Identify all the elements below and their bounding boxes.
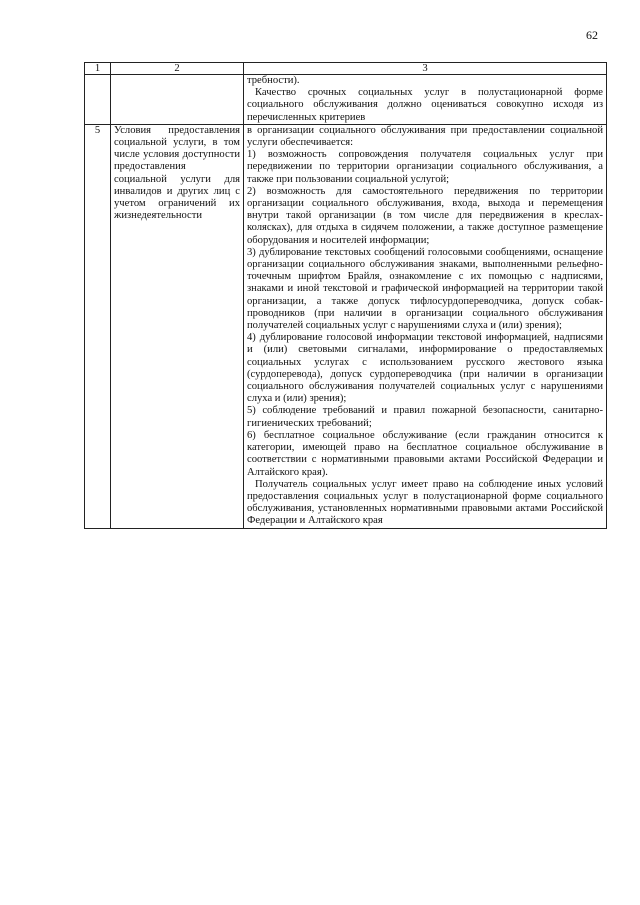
column-header-2: 2 [111,63,244,75]
description-cell [244,75,607,125]
description-paragraph: Качество срочных социальных услуг в полустационарной форме социального обслуживания должно оцениваться совокупно исходя из перечисленных критериев [247,87,603,123]
description-cell [244,124,607,528]
condition-cell: Условия предоставления социальной услуги, в том числе условия доступности предоставления социальной услуги для инвалидов и других лиц с учетом ограничений их жизнедеятельности [111,124,244,528]
table-row-5 [85,124,607,528]
condition-cell [111,75,244,125]
description-paragraph: Получатель социальных услуг имеет право на соблюдение иных условий предоставления социальных услуг в полустационарной форме социального обслуживания, установленных нормативными правовыми актами Российской Федерации и Алтайского края [247,478,603,527]
page-number: 62 [586,28,598,42]
description-paragraph: требности). [247,75,300,86]
services-table [84,62,607,529]
column-header-1: 1 [85,63,111,75]
row-number-cell: 5 [85,124,111,528]
column-header-3: 3 [244,63,607,75]
table-header-row [85,63,607,75]
description-paragraph: 1) возможность сопровождения получателя социальных услуг при передвижении по территории организации социального обслуживания, а также при пользовании социальной услугой; [247,149,603,185]
description-paragraph: 6) бесплатное социальное обслуживание (если гражданин относится к категории, имеющей право на бесплатное социальное обслуживание в соответствии с нормативными правовыми актами Российской Федерации и Алтайского края). [247,429,603,478]
description-paragraph: в организации социального обслуживания при предоставлении социальной услуги обеспечивается: [247,124,603,149]
description-paragraph: 5) соблюдение требований и правил пожарной безопасности, санитарно-гигиенических требований; [247,405,603,429]
description-paragraph: 3) дублирование текстовых сообщений голосовыми сообщениями, оснащение организации социального обслуживания знаками, выполненными рельефно-точечным шрифтом Брайля, ознакомление с их помощью с надписями, знаками и иной текстовой и графической информацией на территории такой организации, а также допуск тифлосурдопереводчика, допуск собак-проводников (при наличии в организации социального обслуживания получателей социальных услуг с нарушениями слуха и (или) зрения); [247,246,603,332]
description-paragraph: 4) дублирование голосовой информации текстовой информацией, надписями и (или) световыми сигналами, информирование о предоставляемых социальных услугах с использованием русского жестового языка (сурдоперевода), допуск сурдопереводчика (при наличии в организации социального обслуживания получателей социальных услуг с нарушениями слуха и (или) зрения); [247,332,603,405]
row-number-cell [85,75,111,125]
table-row-continuation [85,75,607,125]
description-paragraph: 2) возможность для самостоятельного передвижения по территории организации социального обслуживания, входа, выхода и перемещения внутри такой организации (в том числе для передвижения в креслах-колясках), для отдыха в сидячем положении, а также доступное размещение оборудования и носителей информации; [247,185,603,246]
